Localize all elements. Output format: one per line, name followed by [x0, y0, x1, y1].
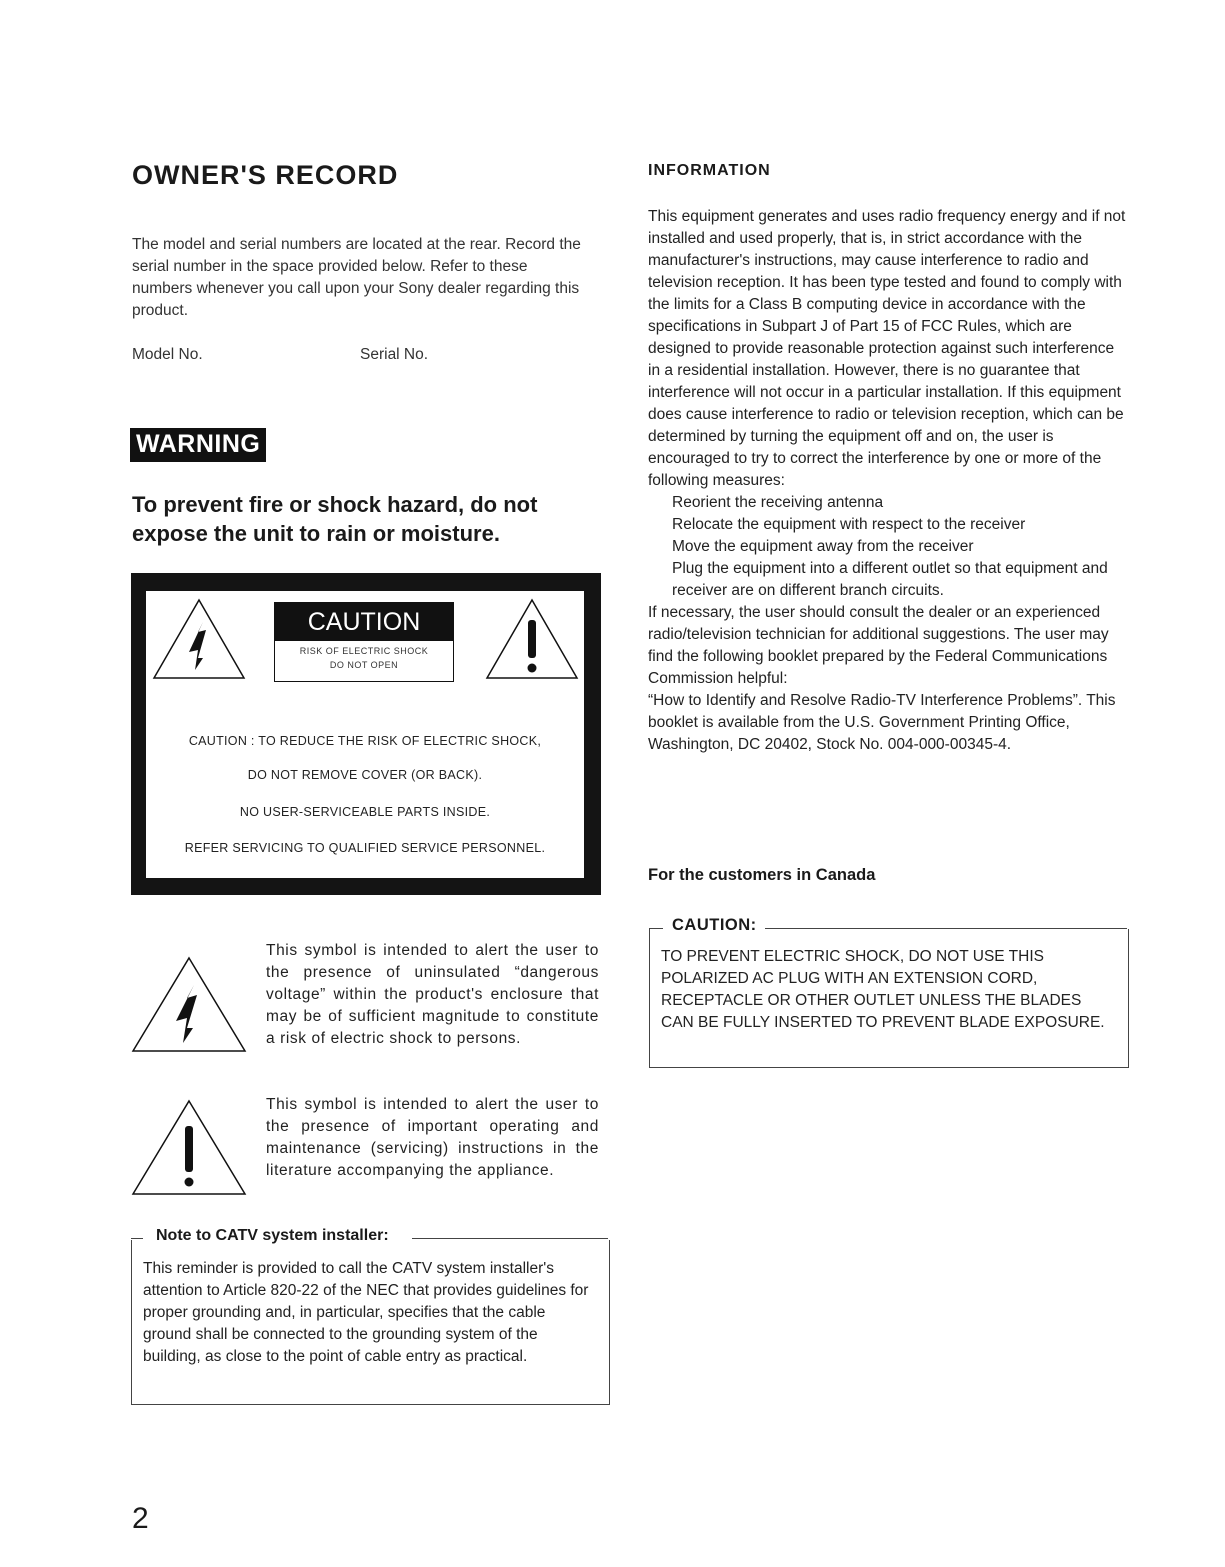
owners-record-body: The model and serial numbers are located at the rear. Record the serial number in the space provided below. Refer to these numbers whenever you call upon your Sony dealer regarding this product. [132, 236, 581, 319]
caution-line-3: NO USER-SERVICEABLE PARTS INSIDE. [239, 805, 491, 819]
measure-item: Relocate the equipment with respect to the receiver [672, 516, 1026, 533]
catv-note-title: Note to CATV system installer: [156, 1227, 395, 1245]
exclamation-warning-icon [484, 596, 580, 682]
caution-label-bottom [146, 706, 584, 878]
caution-line-1: CAUTION : TO REDUCE THE RISK OF ELECTRIC SHOCK, [188, 734, 542, 748]
information-title: INFORMATION [648, 162, 771, 179]
exclamation-symbol-description: This symbol is intended to alert the user to the presence of important operating and maintenance (servicing) instructions in the literature accompanying the appliance. [266, 1096, 599, 1179]
information-outro: If necessary, the user should consult the dealer or an experienced radio/television technician for additional suggestions. The user may find the following booklet prepared by the Federal Communications Commission helpful: [648, 604, 1109, 687]
lightning-symbol-icon [130, 955, 248, 1055]
catv-box-rule [412, 1238, 608, 1239]
catv-note-body: This reminder is provided to call the CATV system installer's attention to Article 820-22 of the NEC that provides guidelines for proper grounding and, in particular, specifies that the cable ground shall be connected to the grounding system of the building, as close to the point of cable entry as practical. [143, 1260, 589, 1365]
warning-badge: WARNING [130, 428, 266, 462]
canada-caution-title: CAUTION: [668, 916, 761, 935]
caution-sub-risk: RISK OF ELECTRIC SHOCK [299, 646, 429, 656]
caution-line-4: REFER SERVICING TO QUALIFIED SERVICE PERSONNEL. [184, 841, 546, 855]
caution-label-panel [131, 573, 601, 895]
caution-line-2: DO NOT REMOVE COVER (OR BACK). [247, 768, 483, 782]
lightning-warning-icon [151, 596, 247, 682]
exclamation-symbol-icon [130, 1098, 248, 1198]
page-number: 2 [132, 1502, 149, 1535]
owners-record-title: OWNER'S RECORD [132, 160, 399, 190]
measure-item: Move the equipment away from the receiver [672, 538, 974, 555]
serial-number-label: Serial No. [360, 346, 429, 363]
caution-header: CAUTION [275, 603, 453, 641]
catv-box-rule [131, 1238, 143, 1239]
caution-label-top [146, 591, 584, 707]
measure-item: Reorient the receiving antenna [672, 494, 884, 511]
information-body [648, 206, 1128, 756]
measure-item: Plug the equipment into a different outlet so that equipment and receiver are on different branch circuits. [672, 560, 1108, 599]
lightning-symbol-description: This symbol is intended to alert the user to the presence of uninsulated “dangerous voltage” within the product's enclosure that may be of sufficient magnitude to constitute a risk of electric shock to persons. [266, 942, 599, 1047]
model-number-label: Model No. [132, 346, 203, 363]
caution-sub-open: DO NOT OPEN [329, 660, 399, 670]
canada-caution-body: TO PREVENT ELECTRIC SHOCK, DO NOT USE THIS POLARIZED AC PLUG WITH AN EXTENSION CORD, RECEPTACLE OR OTHER OUTLET UNLESS THE BLADES CAN BE FULLY INSERTED TO PREVENT BLADE EXPOSURE. [661, 948, 1105, 1031]
canada-section-title: For the customers in Canada [648, 866, 876, 884]
information-booklet: “How to Identify and Resolve Radio-TV Interference Problems”. This booklet is available from the U.S. Government Printing Office, Washington, DC 20402, Stock No. 004-000-00345-4. [648, 692, 1116, 753]
warning-text: To prevent fire or shock hazard, do not expose the unit to rain or moisture. [132, 492, 538, 546]
information-intro: This equipment generates and uses radio frequency energy and if not installed and used properly, that is, in strict accordance with the manufacturer's instructions, may cause interference to radio and television reception. It has been type tested and found to comply with the limits for a Class B computing device in accordance with the specifications in Subpart J of Part 15 of FCC Rules, which are designed to provide reasonable protection against such interference in a residential installation. However, there is no guarantee that interference will not occur in a particular installation. If this equipment does cause interference to radio or television reception, which can be determined by turning the equipment off and on, the user is encouraged to try to correct the interference by one or more of the following measures: [648, 208, 1126, 489]
caution-header-box [274, 602, 454, 682]
